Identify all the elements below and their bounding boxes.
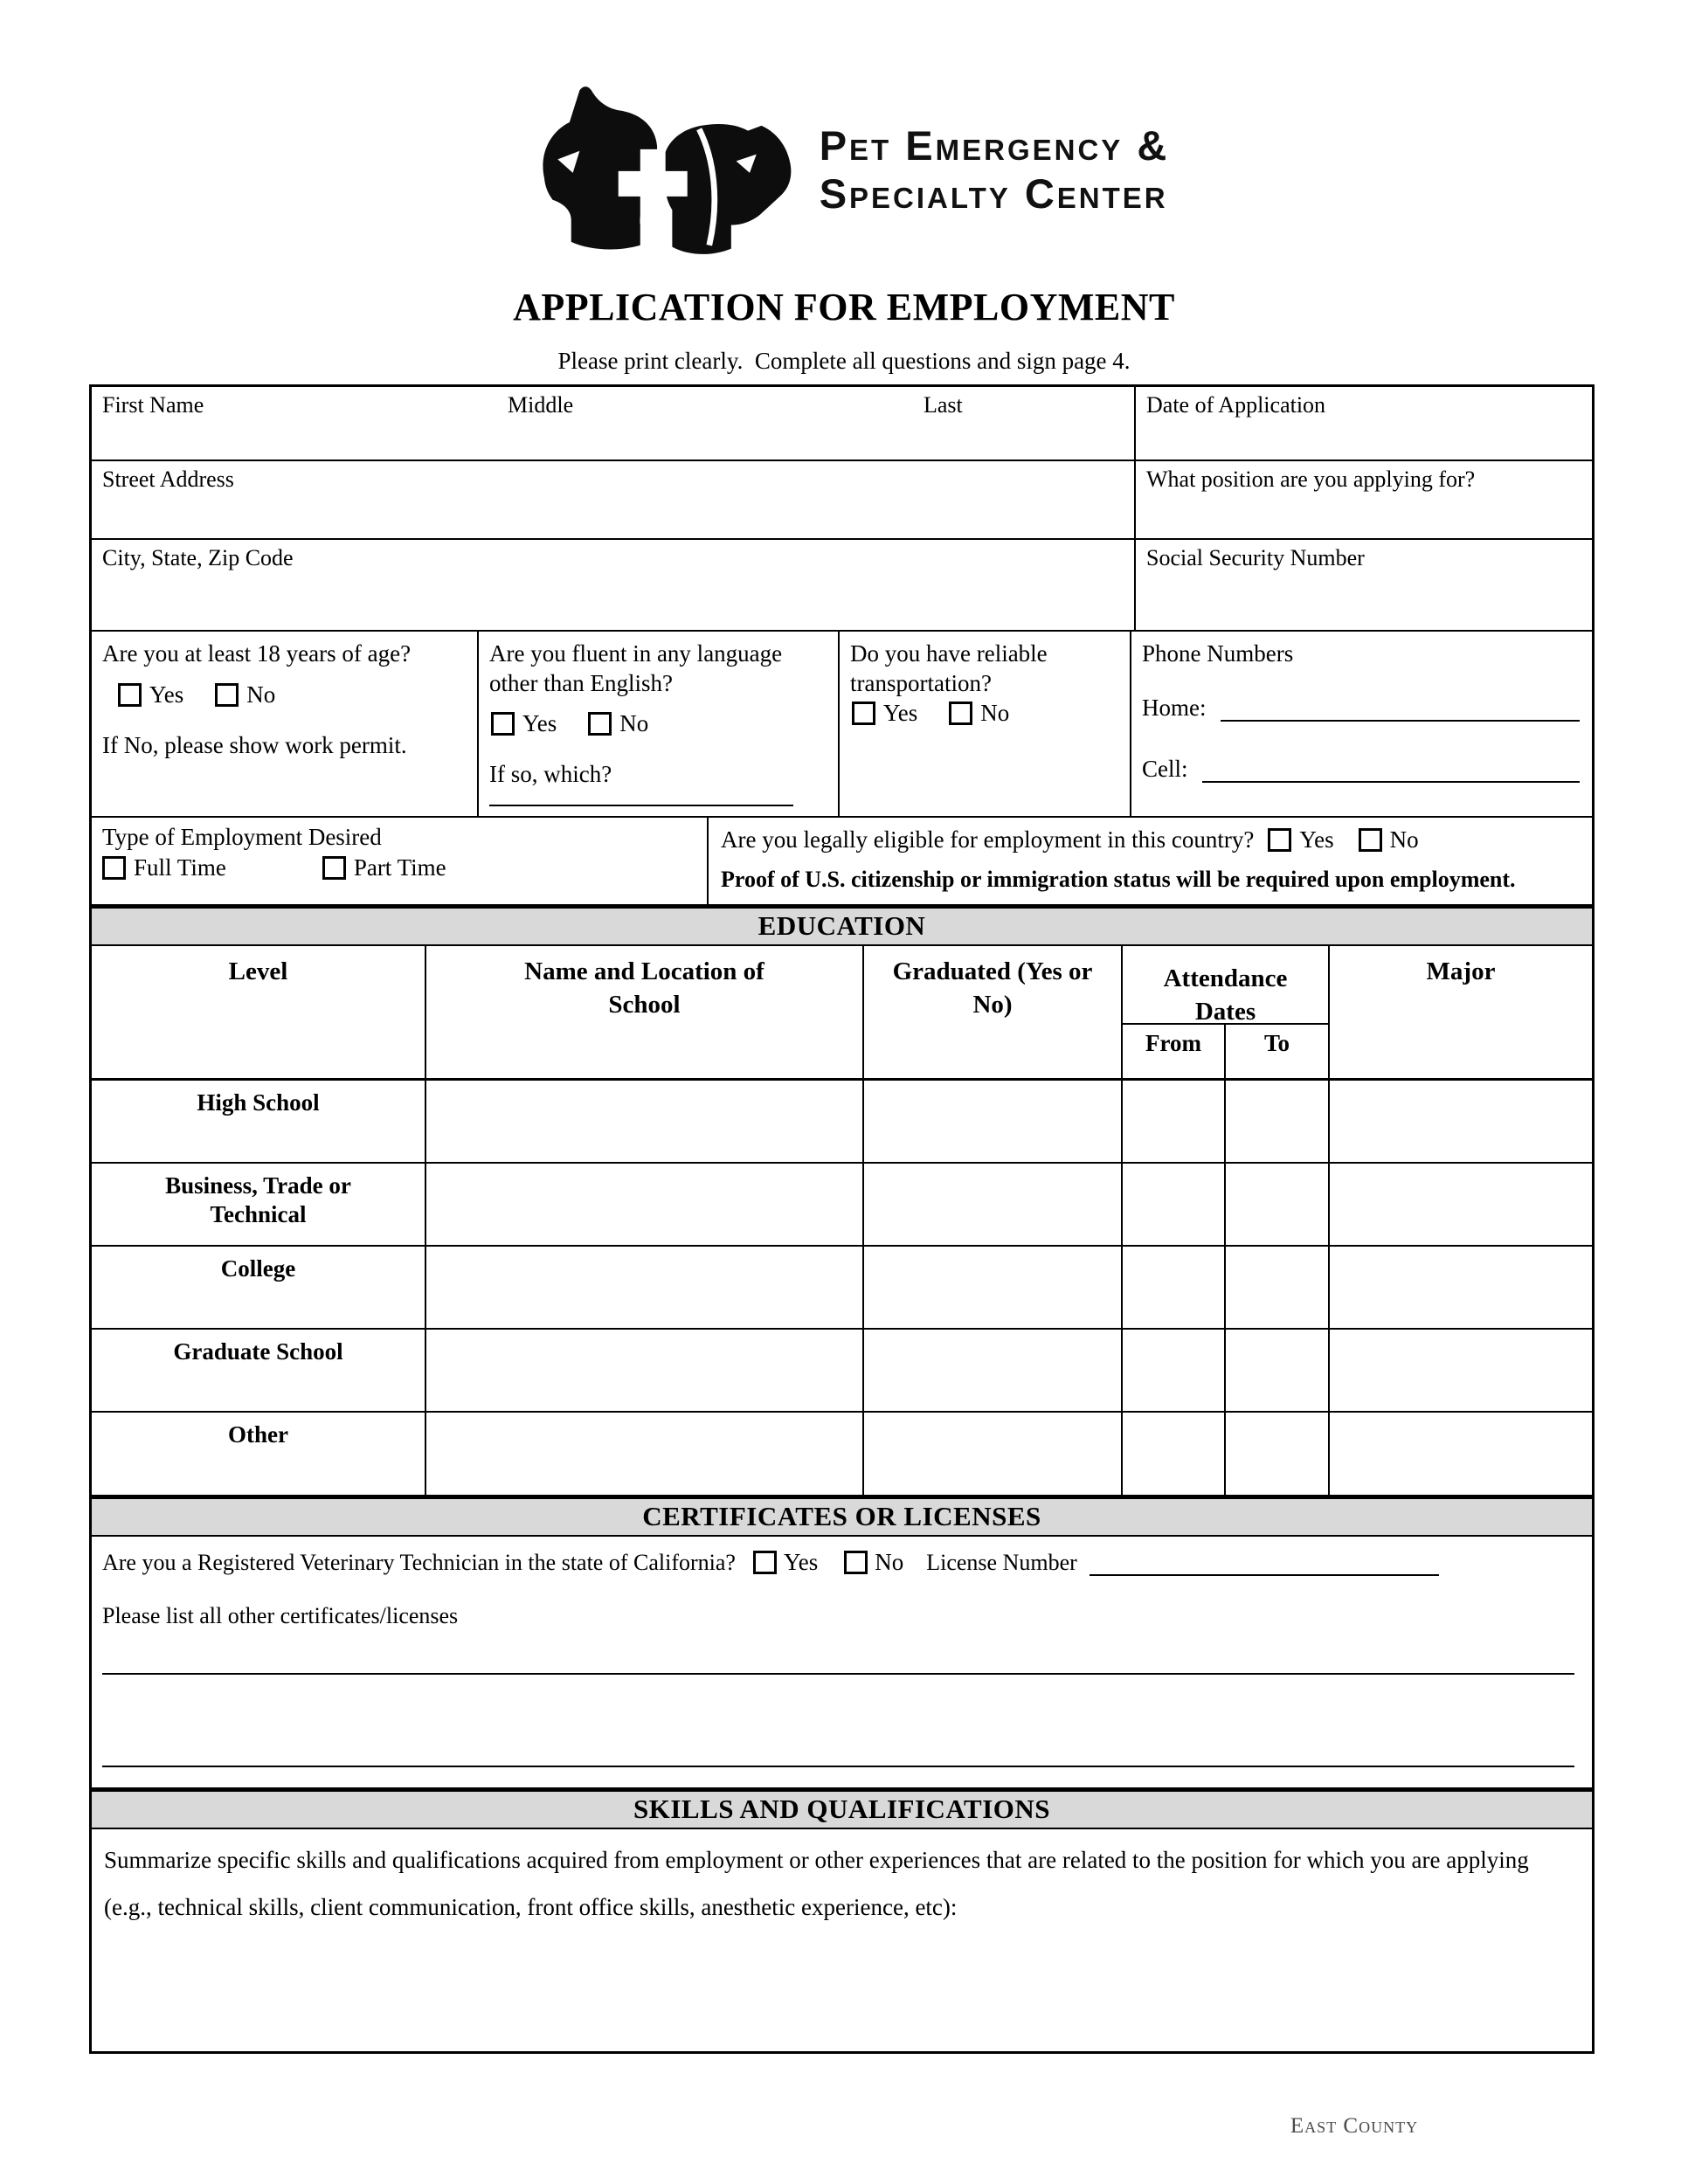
edu-school-cell[interactable] [426, 1081, 864, 1162]
language-no-checkbox[interactable] [588, 712, 612, 736]
attendance-to-label: To [1263, 1030, 1290, 1056]
rvt-question: Are you a Registered Veterinary Technician in the state of California? [102, 1549, 736, 1575]
age-no-checkbox[interactable] [215, 683, 239, 707]
certificates-write-line-2[interactable] [102, 1766, 1574, 1767]
edu-level-label: Business, Trade or Technical [92, 1164, 426, 1245]
employment-type-label: Type of Employment Desired [102, 824, 382, 850]
edu-major-cell[interactable] [1330, 1247, 1592, 1328]
cell-phone-label: Cell: [1142, 756, 1188, 782]
edu-attendance-cells [1123, 1247, 1330, 1328]
education-header-row [92, 946, 1592, 1081]
edu-attendance-cells [1123, 1330, 1330, 1411]
skills-prompt: Summarize specific skills and qualifications acquired from employment or other experiences that are related to the position for which you are applying (e.g., technical skills, client communication, front office skills, anesthetic experience, etc): [104, 1847, 1529, 1920]
eligibility-cell [709, 818, 1592, 904]
full-time-label: Full Time [134, 854, 226, 881]
edu-school-cell[interactable] [426, 1164, 864, 1245]
date-of-application-cell[interactable] [1136, 387, 1592, 460]
ssn-label: Social Security Number [1146, 545, 1365, 570]
education-col-school: Name and Location of School [426, 946, 864, 1078]
education-col-level: Level [92, 946, 426, 1078]
transportation-no-checkbox[interactable] [949, 702, 972, 725]
transportation-no-label: No [980, 700, 1010, 726]
eligible-yes-label: Yes [1299, 826, 1334, 853]
education-row-graduate-school [92, 1330, 1592, 1413]
ssn-cell[interactable] [1136, 540, 1592, 630]
cell-phone-line[interactable] [1202, 760, 1581, 783]
language-question: Are you fluent in any language other than English? [489, 640, 783, 696]
edu-major-cell[interactable] [1330, 1081, 1592, 1162]
part-time-checkbox[interactable] [322, 856, 346, 880]
language-which-line[interactable] [489, 803, 793, 806]
edu-major-cell[interactable] [1330, 1330, 1592, 1411]
education-col-major: Major [1426, 957, 1496, 985]
license-number-label: License Number [926, 1549, 1077, 1575]
street-address-cell[interactable] [92, 461, 1136, 538]
edu-attendance-cells [1123, 1081, 1330, 1162]
transportation-question-cell [840, 632, 1131, 816]
clinic-logo [0, 77, 1688, 262]
eligibility-question: Are you legally eligible for employment in this country? [721, 826, 1255, 853]
language-yes-label: Yes [522, 710, 557, 736]
edu-to-cell[interactable] [1226, 1247, 1328, 1328]
edu-attendance-cells [1123, 1164, 1330, 1245]
language-which-label: If so, which? [489, 761, 612, 787]
certificates-section-header: CERTIFICATES OR LICENSES [92, 1495, 1592, 1537]
eligible-no-label: No [1389, 826, 1419, 853]
edu-major-cell[interactable] [1330, 1164, 1592, 1245]
eligible-yes-checkbox[interactable] [1268, 828, 1291, 852]
edu-from-cell[interactable] [1123, 1413, 1226, 1495]
edu-level-label: College [92, 1247, 426, 1328]
rvt-yes-checkbox[interactable] [753, 1551, 777, 1574]
edu-graduated-cell[interactable] [864, 1164, 1123, 1245]
age-question: Are you at least 18 years of age? [102, 640, 412, 667]
skills-section-header: SKILLS AND QUALIFICATIONS [92, 1787, 1592, 1829]
city-row [92, 540, 1592, 632]
city-state-zip-cell[interactable] [92, 540, 1136, 630]
edu-school-cell[interactable] [426, 1330, 864, 1411]
home-phone-line[interactable] [1221, 699, 1581, 722]
education-row-business-trade [92, 1164, 1592, 1247]
license-number-line[interactable] [1090, 1550, 1439, 1576]
edu-level-label: Other [92, 1413, 426, 1495]
certificates-write-line-1[interactable] [102, 1673, 1574, 1675]
questions-row [92, 632, 1592, 818]
education-col-graduated: Graduated (Yes or No) [864, 946, 1123, 1078]
rvt-no-label: No [875, 1549, 904, 1575]
position-cell[interactable] [1136, 461, 1592, 538]
education-col-attendance [1123, 946, 1330, 1078]
phone-numbers-label: Phone Numbers [1142, 640, 1294, 667]
full-time-checkbox[interactable] [102, 856, 126, 880]
edu-from-cell[interactable] [1123, 1247, 1226, 1328]
edu-attendance-cells [1123, 1413, 1330, 1495]
street-address-label: Street Address [102, 467, 234, 492]
edu-from-cell[interactable] [1123, 1081, 1226, 1162]
age-yes-label: Yes [149, 681, 184, 708]
age-question-cell [92, 632, 479, 816]
clinic-name-line2: Specialty Center [819, 170, 1168, 217]
edu-graduated-cell[interactable] [864, 1413, 1123, 1495]
eligible-no-checkbox[interactable] [1359, 828, 1382, 852]
citizenship-proof-note: Proof of U.S. citizenship or immigration status will be required upon employment. [721, 867, 1516, 892]
certificates-section [92, 1537, 1592, 1787]
edu-graduated-cell[interactable] [864, 1330, 1123, 1411]
position-label: What position are you applying for? [1146, 467, 1476, 492]
edu-from-cell[interactable] [1123, 1330, 1226, 1411]
edu-graduated-cell[interactable] [864, 1081, 1123, 1162]
last-name-label: Last [924, 392, 963, 418]
transportation-yes-checkbox[interactable] [852, 702, 875, 725]
first-name-label: First Name [102, 392, 204, 418]
age-yes-checkbox[interactable] [118, 683, 142, 707]
clinic-name-line1: Pet Emergency & [819, 122, 1170, 169]
clinic-name [820, 121, 1170, 218]
address-row [92, 461, 1592, 540]
page-title: APPLICATION FOR EMPLOYMENT [513, 286, 1175, 328]
education-row-high-school [92, 1081, 1592, 1164]
employment-type-cell [92, 818, 709, 904]
phone-numbers-cell [1131, 632, 1592, 816]
edu-level-label: High School [92, 1081, 426, 1162]
edu-major-cell[interactable] [1330, 1413, 1592, 1495]
cat-dog-cross-logo-icon [519, 77, 797, 262]
edu-school-cell[interactable] [426, 1413, 864, 1495]
employment-type-row [92, 818, 1592, 904]
edu-to-cell[interactable] [1226, 1330, 1328, 1411]
other-certificates-label: Please list all other certificates/licenses [102, 1603, 459, 1628]
transportation-yes-label: Yes [883, 700, 918, 726]
rvt-yes-label: Yes [783, 1549, 819, 1575]
education-section-header: EDUCATION [92, 904, 1592, 946]
edu-level-label: Graduate School [92, 1330, 426, 1411]
attendance-from-label: From [1123, 1025, 1226, 1085]
language-yes-checkbox[interactable] [491, 712, 515, 736]
edu-graduated-cell[interactable] [864, 1247, 1123, 1328]
education-row-college [92, 1247, 1592, 1330]
attendance-dates-label: Attendance Dates [1123, 955, 1328, 1025]
home-phone-label: Home: [1142, 695, 1207, 721]
work-permit-note: If No, please show work permit. [102, 732, 407, 758]
part-time-label: Part Time [353, 854, 446, 881]
rvt-no-checkbox[interactable] [844, 1551, 868, 1574]
edu-to-cell[interactable] [1226, 1164, 1328, 1245]
middle-name-label: Middle [508, 392, 574, 418]
language-question-cell [479, 632, 840, 816]
age-no-label: No [246, 681, 276, 708]
education-row-other [92, 1413, 1592, 1495]
language-no-label: No [619, 710, 649, 736]
name-fields-cell[interactable] [92, 387, 1136, 460]
date-of-application-label: Date of Application [1146, 392, 1326, 418]
edu-from-cell[interactable] [1123, 1164, 1226, 1245]
edu-to-cell[interactable] [1226, 1081, 1328, 1162]
edu-to-cell[interactable] [1226, 1413, 1328, 1495]
application-form [89, 384, 1595, 2054]
transportation-question: Do you have reliable transportation? [850, 640, 1048, 696]
city-state-zip-label: City, State, Zip Code [102, 545, 294, 570]
skills-section[interactable] [92, 1829, 1592, 2049]
instruction-text: Please print clearly. Complete all questions and sign page 4. [557, 348, 1131, 374]
name-row [92, 387, 1592, 461]
edu-school-cell[interactable] [426, 1247, 864, 1328]
footer-location-label: East County [1290, 2114, 1419, 2138]
